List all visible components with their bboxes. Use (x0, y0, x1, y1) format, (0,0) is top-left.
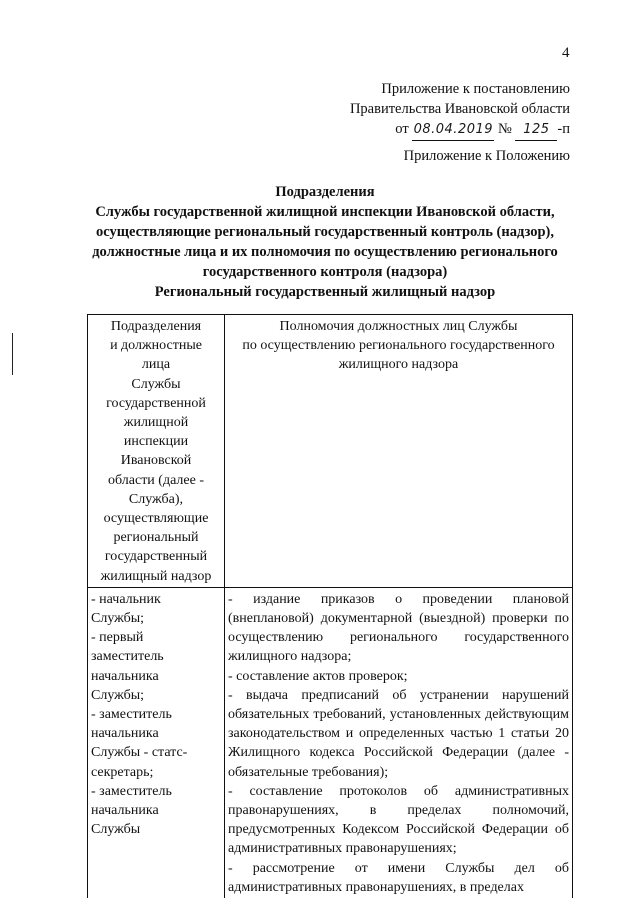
header-line: Подразделения (110, 319, 202, 334)
header-line: по осуществлению регионального государственного (242, 338, 555, 354)
official-line: - начальник (91, 591, 161, 607)
authority-table (87, 314, 573, 898)
official-line: начальника (91, 668, 159, 684)
header-line: Служба), (128, 491, 184, 507)
official-line: Службы - статс- (91, 745, 188, 761)
header-line: государственной (106, 395, 206, 411)
header-cell-powers (225, 315, 573, 588)
title-line-2: Службы государственной жилищной инспекции Ивановской области, (95, 204, 555, 220)
official-line: секретарь; (91, 764, 154, 780)
power-item: - издание приказов о проведении плановой (внеплановой) документарной (выездной) проверки по осуществлению регионального государственного жилищного надзора; (228, 591, 569, 665)
header-line: жилищного надзора (338, 357, 459, 373)
official-line: Службы (91, 822, 141, 838)
header-cell-divisions (88, 315, 225, 588)
power-item: - рассмотрение от имени Службы дел об административных правонарушениях, в пределах (228, 860, 569, 895)
power-item: - составление актов проверок; (228, 668, 408, 684)
power-item: - выдача предписаний об устранении нарушений обязательных требований, установленных действующим законодательством и определенных частью 1 статьи 20 Жилищного кодекса Российской Федерации (далее - обязательные требования); (228, 687, 569, 780)
header-line: Ивановской (120, 453, 192, 469)
official-line: - первый (91, 630, 144, 646)
header-line: региональный (113, 530, 199, 546)
header-line: области (далее - (108, 472, 204, 488)
header-line: Полномочия должностных лиц Службы (279, 319, 518, 334)
appendix-header (350, 79, 570, 141)
decree-number: 125 (515, 120, 557, 141)
official-line: - заместитель (91, 783, 172, 799)
title-line-1: Подразделения (275, 184, 375, 200)
title-line-5: государственного контроля (надзора) (202, 264, 448, 280)
appendix-line-1: Приложение к постановлению (381, 81, 570, 97)
header-line: Службы (131, 376, 181, 392)
from-label: от (395, 121, 409, 137)
officials-cell (88, 587, 225, 898)
header-line: лица (141, 357, 171, 373)
margin-mark (12, 333, 13, 375)
table-row (88, 587, 573, 898)
number-sign: № (497, 121, 512, 137)
page-number: 4 (562, 45, 570, 61)
official-line: Службы; (91, 611, 145, 627)
number-suffix: -п (557, 121, 570, 137)
official-line: - заместитель (91, 707, 172, 723)
appendix-date-line (350, 119, 570, 141)
title-line-3: осуществляющие региональный государственный контроль (надзор), (95, 224, 554, 240)
table-header-row (88, 315, 573, 588)
title-line-4: должностные лица и их полномочия по осуществлению регионального (92, 244, 558, 260)
header-line: и должностные (110, 338, 202, 354)
official-line: Службы; (91, 687, 145, 703)
appendix-to-regulation: Приложение к Положению (403, 148, 570, 164)
header-line: инспекции (123, 434, 189, 450)
decree-date: 08.04.2019 (412, 120, 494, 141)
power-item: - составление протоколов об административных правонарушениях, в пределах полномочий, предусмотренных Кодексом Российской Федерации об административных правонарушениях; (228, 783, 569, 857)
document-title (80, 182, 570, 282)
powers-cell (225, 587, 573, 898)
header-line: жилищный надзор (100, 568, 212, 584)
header-line: осуществляющие (103, 511, 209, 527)
appendix-line-2: Правительства Ивановской области (349, 101, 570, 117)
official-line: начальника (91, 726, 159, 742)
official-line: начальника (91, 803, 159, 819)
section-subtitle: Региональный государственный жилищный надзор (154, 284, 496, 300)
header-line: государственный (104, 549, 208, 565)
official-line: заместитель (91, 649, 164, 665)
header-line: жилищной (123, 415, 189, 431)
